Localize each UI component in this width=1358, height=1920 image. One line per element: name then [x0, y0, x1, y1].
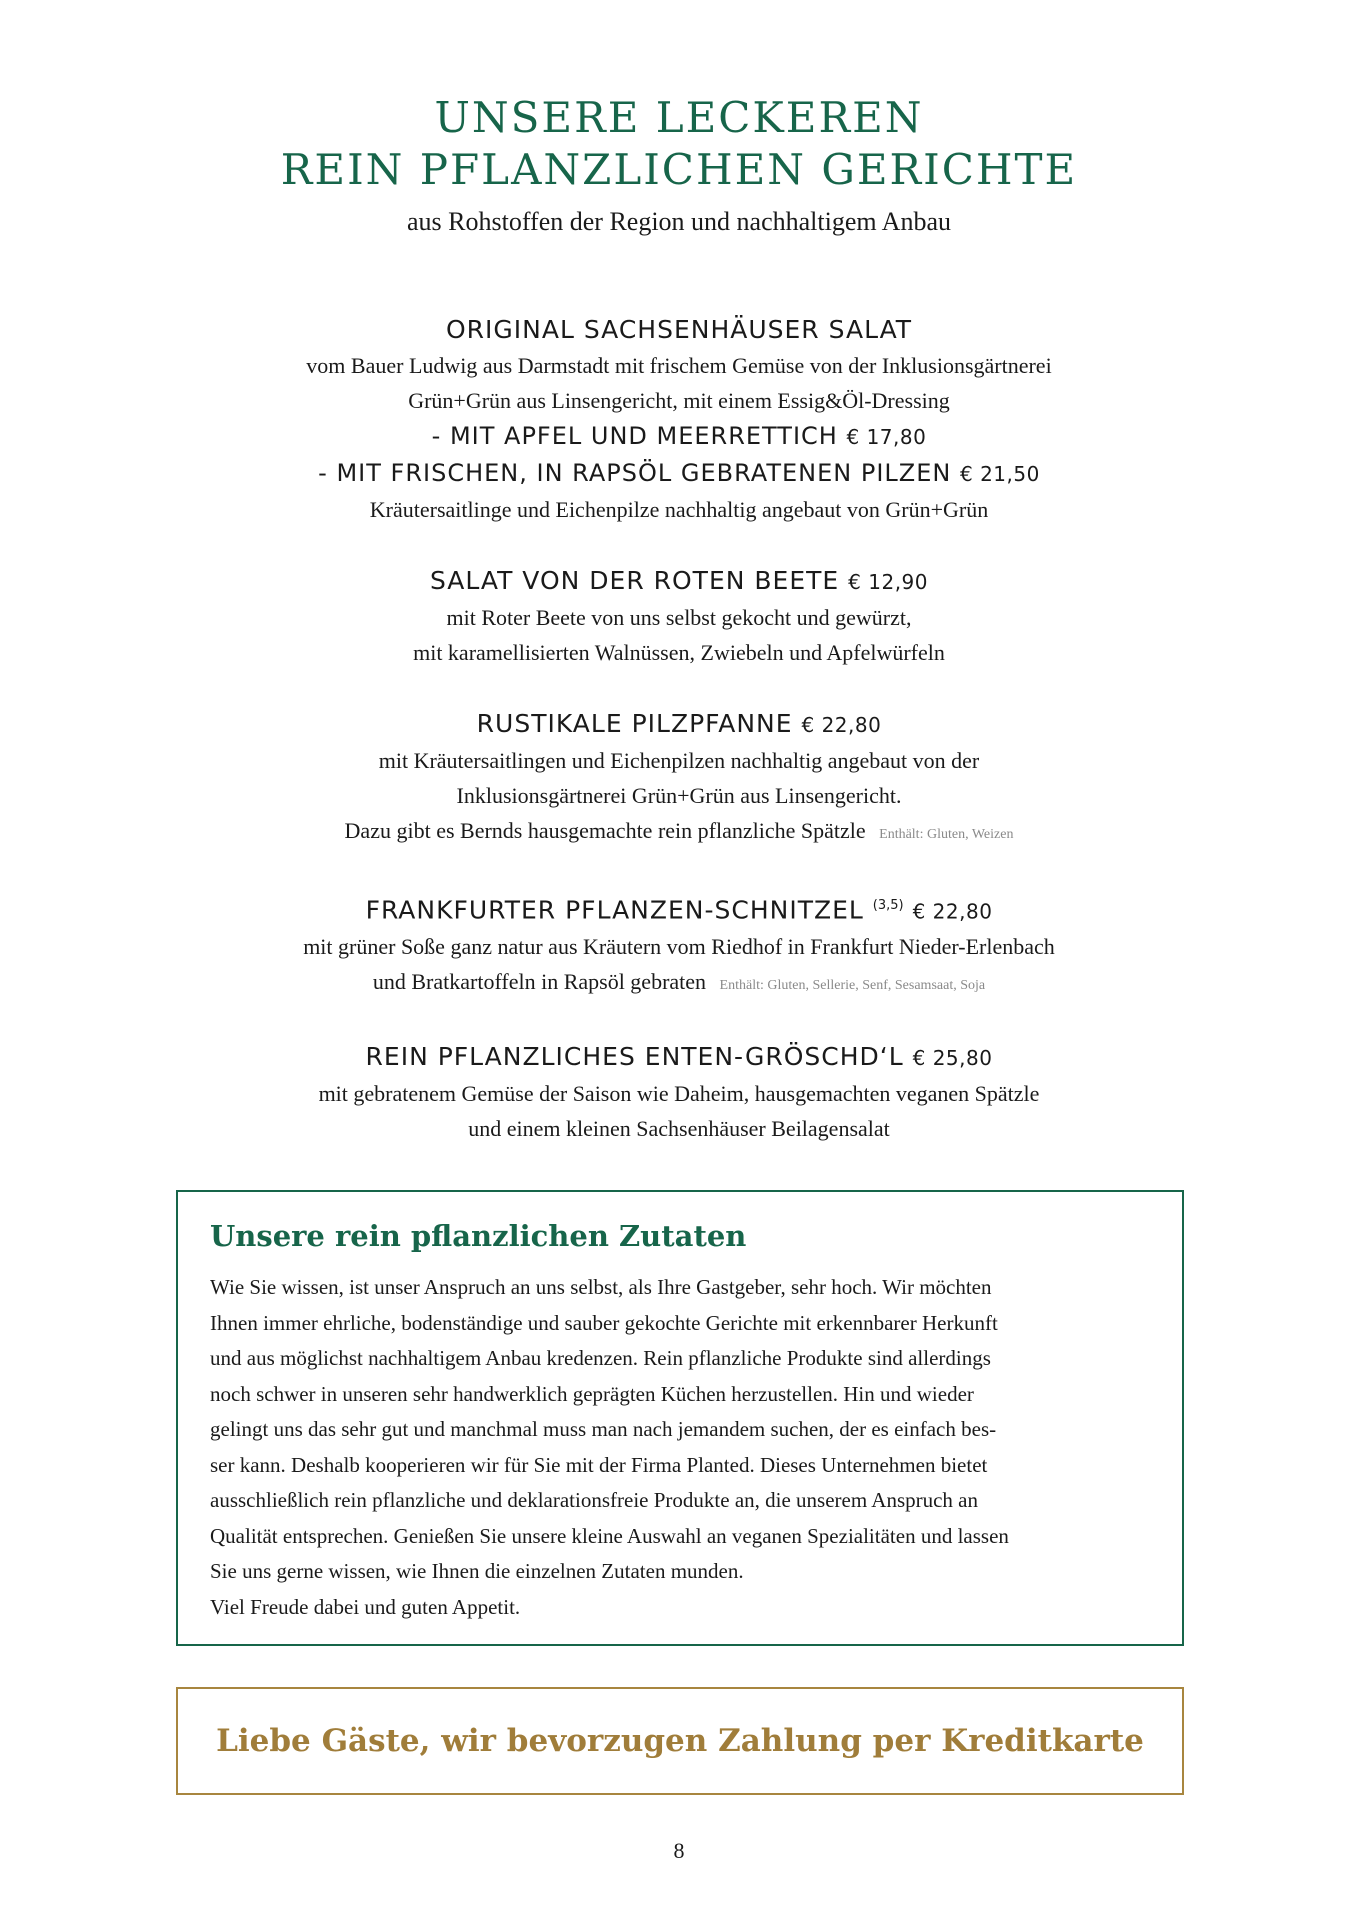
- dish-description: Inklusionsgärtnerei Grün+Grün aus Linsengericht.: [456, 783, 902, 808]
- info-text: [210, 1270, 1150, 1625]
- info-title: Unsere rein pflanzlichen Zutaten: [210, 1219, 747, 1253]
- info-line: Qualität entsprechen. Genießen Sie unsere kleine Auswahl an veganen Spezialitäten und lassen: [210, 1523, 1009, 1548]
- page-number: 8: [673, 1838, 685, 1863]
- page-subtitle: aus Rohstoffen der Region und nachhaltigem Anbau: [407, 207, 951, 236]
- dish-price: € 22,80: [801, 713, 882, 737]
- variant-price: € 17,80: [846, 425, 927, 449]
- info-line: noch schwer in unseren sehr handwerklich geprägten Küchen herzustellen. Hin und wieder: [210, 1381, 974, 1406]
- dish-variant: [0, 455, 1358, 492]
- dish-description: und einem kleinen Sachsenhäuser Beilagensalat: [468, 1116, 890, 1142]
- info-line: und aus möglichst nachhaltigem Anbau kredenzen. Rein pflanzliche Produkte sind allerdings: [210, 1346, 991, 1370]
- dish-heading: [0, 706, 1358, 743]
- info-line: Ihnen immer ehrliche, bodenständige und sauber gekochte Gerichte mit erkennbarer Herkunft: [210, 1310, 998, 1335]
- ingredients-info-box: [176, 1190, 1184, 1646]
- dish-price: € 12,90: [848, 570, 929, 594]
- dish-item: [0, 312, 1358, 527]
- dish-description: mit Roter Beete von uns selbst gekocht und gewürzt,: [446, 605, 912, 630]
- dish-name: FRANKFURTER PFLANZEN-SCHNITZEL: [365, 895, 864, 925]
- dish-description: mit gebratenem Gemüse der Saison wie Daheim, hausgemachten veganen Spätzle: [318, 1081, 1040, 1107]
- dish-item: [0, 706, 1358, 852]
- info-line: Viel Freude dabei und guten Appetit.: [210, 1594, 521, 1619]
- info-line: Sie uns gerne wissen, wie Ihnen die einzelnen Zutaten munden.: [210, 1559, 744, 1583]
- variant-name: - MIT APFEL UND MEERRETTICH: [431, 422, 838, 450]
- dish-price: € 22,80: [912, 899, 993, 924]
- dish-name: REIN PFLANZLICHES ENTEN-GRÖSCHD‘L: [365, 1042, 904, 1072]
- dish-description: Grün+Grün aus Linsengericht, mit einem Essig&Öl-Dressing: [408, 388, 950, 413]
- dish-note: Kräutersaitlinge und Eichenpilze nachhaltig angebaut von Grün+Grün: [369, 497, 989, 522]
- dish-description: mit grüner Soße ganz natur aus Kräutern vom Riedhof in Frankfurt Nieder-Erlenbach: [303, 934, 1055, 960]
- page-header: [0, 92, 1358, 240]
- dish-name: RUSTIKALE PILZPFANNE: [476, 709, 793, 738]
- dish-heading: [0, 888, 1358, 929]
- variant-name: - MIT FRISCHEN, IN RAPSÖL GEBRATENEN PILZEN: [318, 459, 952, 487]
- dish-heading: [0, 1039, 1358, 1076]
- dish-description-line: [0, 813, 1358, 852]
- page-title-line-2: REIN PFLANZLICHEN GERICHTE: [280, 145, 1078, 194]
- allergen-note: Enthält: Gluten, Weizen: [879, 827, 1014, 842]
- info-line: Wie Sie wissen, ist unser Anspruch an uns selbst, als Ihre Gastgeber, sehr hoch. Wir möchten: [210, 1275, 992, 1299]
- dish-description: mit karamellisierten Walnüssen, Zwiebeln und Apfelwürfeln: [413, 640, 945, 665]
- dish-item: [0, 563, 1358, 670]
- payment-note-box: [176, 1687, 1184, 1795]
- dish-item: [0, 1039, 1358, 1146]
- dish-price: € 25,80: [912, 1046, 993, 1071]
- info-line: ser kann. Deshalb kooperieren wir für Sie mit der Firma Planted. Dieses Unternehmen bietet: [210, 1452, 988, 1477]
- page-title-line-1: UNSERE LECKEREN: [434, 93, 924, 142]
- variant-price: € 21,50: [960, 462, 1040, 486]
- dish-name: SALAT VON DER ROTEN BEETE: [429, 566, 840, 595]
- dish-description: mit Kräutersaitlingen und Eichenpilzen nachhaltig angebaut von der: [378, 748, 980, 773]
- dish-description: und Bratkartoffeln in Rapsöl gebraten: [372, 969, 707, 995]
- additive-marker: (3,5): [872, 898, 904, 913]
- allergen-note: Enthält: Gluten, Sellerie, Senf, Sesamsaat, Soja: [719, 978, 986, 994]
- info-line: ausschließlich rein pflanzliche und deklarationsfreie Produkte an, die unserem Anspruch an: [210, 1488, 978, 1512]
- dish-heading: [0, 563, 1358, 600]
- dish-description-line: [0, 964, 1358, 1003]
- dish-variant: [0, 418, 1358, 455]
- payment-note: Liebe Gäste, wir bevorzugen Zahlung per Kreditkarte: [216, 1723, 1144, 1759]
- dish-item: [0, 888, 1358, 1003]
- info-line: gelingt uns das sehr gut und manchmal muss man nach jemandem suchen, der es einfach bes-: [210, 1417, 997, 1441]
- dish-list: [0, 312, 1358, 1182]
- dish-name: ORIGINAL SACHSENHÄUSER SALAT: [445, 315, 912, 344]
- dish-description: vom Bauer Ludwig aus Darmstadt mit frischem Gemüse von der Inklusionsgärtnerei: [306, 353, 1052, 378]
- dish-description: Dazu gibt es Bernds hausgemachte rein pflanzliche Spätzle: [344, 818, 866, 843]
